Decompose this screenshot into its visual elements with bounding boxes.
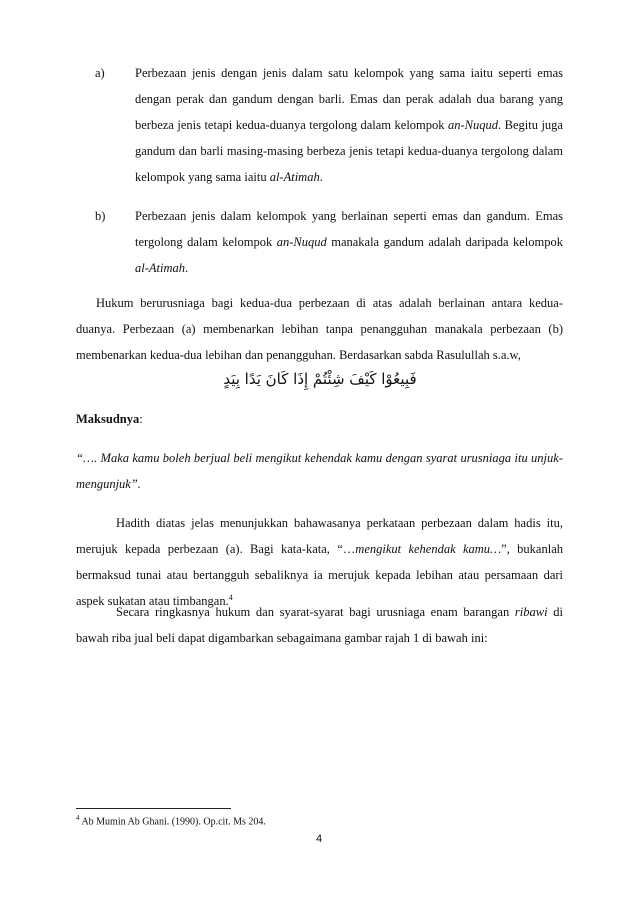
text-segment: . [319,170,323,184]
footnote-number: 4 [76,814,80,822]
term-italic: al-Atimah [135,261,185,275]
text-segment: Perbezaan jenis dalam kelompok yang berlainan seperti emas dan gandum. Emas tergolong dalam kelompok [135,209,563,249]
list-item-text [135,203,563,281]
footnote-reference[interactable]: 4 [228,592,233,602]
page-number: 4 [315,833,323,845]
footnote-divider [76,808,231,809]
quoted-italic: mengikut kehendak kamu… [355,542,502,556]
text-segment: Perbezaan jenis dengan jenis dalam satu kelompok yang sama iaitu seperti emas dengan perak dan gandum dengan barli. Emas dan perak adalah dua barang yang berbeza jenis tetapi kedua-duanya tergolong dalam kelompok [135,66,563,132]
list-marker: a) [95,66,105,80]
ribawi-italic: ribawi [514,605,548,619]
maksudnya-heading [76,412,143,427]
text-segment: manakala gandum adalah daripada kelompok [326,235,563,249]
term-italic: an-Nuqud [448,118,499,132]
footnote [76,814,266,827]
text-segment: Secara ringkasnya hukum dan syarat-syarat bagi urusniaga enam barangan [116,605,515,619]
text-segment: . Begitu juga gandum dan barli masing-masing berbeza jenis tetapi kedua-duanya tergolong dalam kelompok yang sama iaitu [135,118,563,184]
list-item-text [135,60,563,190]
heading-colon: : [139,412,143,426]
heading-text: Maksudnya [76,412,140,426]
arabic-hadith: فَبِيعُوْا كَيْفَ شِئْتُمْ إِذَا كَانَ يَدًا بِيَدٍ [223,370,417,388]
footnote-text: Ab Mumin Ab Ghani. (1990). Op.cit. Ms 204. [79,816,266,828]
translation-quote: “…. Maka kamu boleh berjual beli mengikut kehendak kamu dengan syarat urusniaga itu unjuk-mengunjuk”. [76,451,563,491]
term-italic: al-Atimah [269,170,320,184]
term-italic: an-Nuqud [276,235,327,249]
paragraph-summary [76,599,563,651]
text-segment: Hadith diatas jelas menunjukkan bahawasanya perkataan perbezaan dalam hadis itu, merujuk kepada perbezaan (a). Bagi kata-kata, “… [76,516,563,556]
text-segment: ”, bukanlah bermaksud tunai atau bertangguh sebaliknya ia merujuk kepada lebihan atau persamaan dari aspek sukatan atau timbangan. [76,542,563,608]
paragraph-ruling: Hukum berurusniaga bagi kedua-dua perbezaan di atas adalah berlainan antara kedua-duanya. Perbezaan (a) membenarkan lebihan tanpa penangguhan manakala perbezaan (b) membenarkan kedua-dua lebihan dan penangguhan. Berdasarkan sabda Rasulullah s.a.w, [76,296,563,362]
list-item-a [95,60,563,190]
list-item-b [95,203,563,281]
text-segment: di bawah riba jual beli dapat digambarkan sebagaimana gambar rajah 1 di bawah ini: [76,605,563,645]
list-marker: b) [95,209,106,223]
text-segment: . [185,261,189,275]
